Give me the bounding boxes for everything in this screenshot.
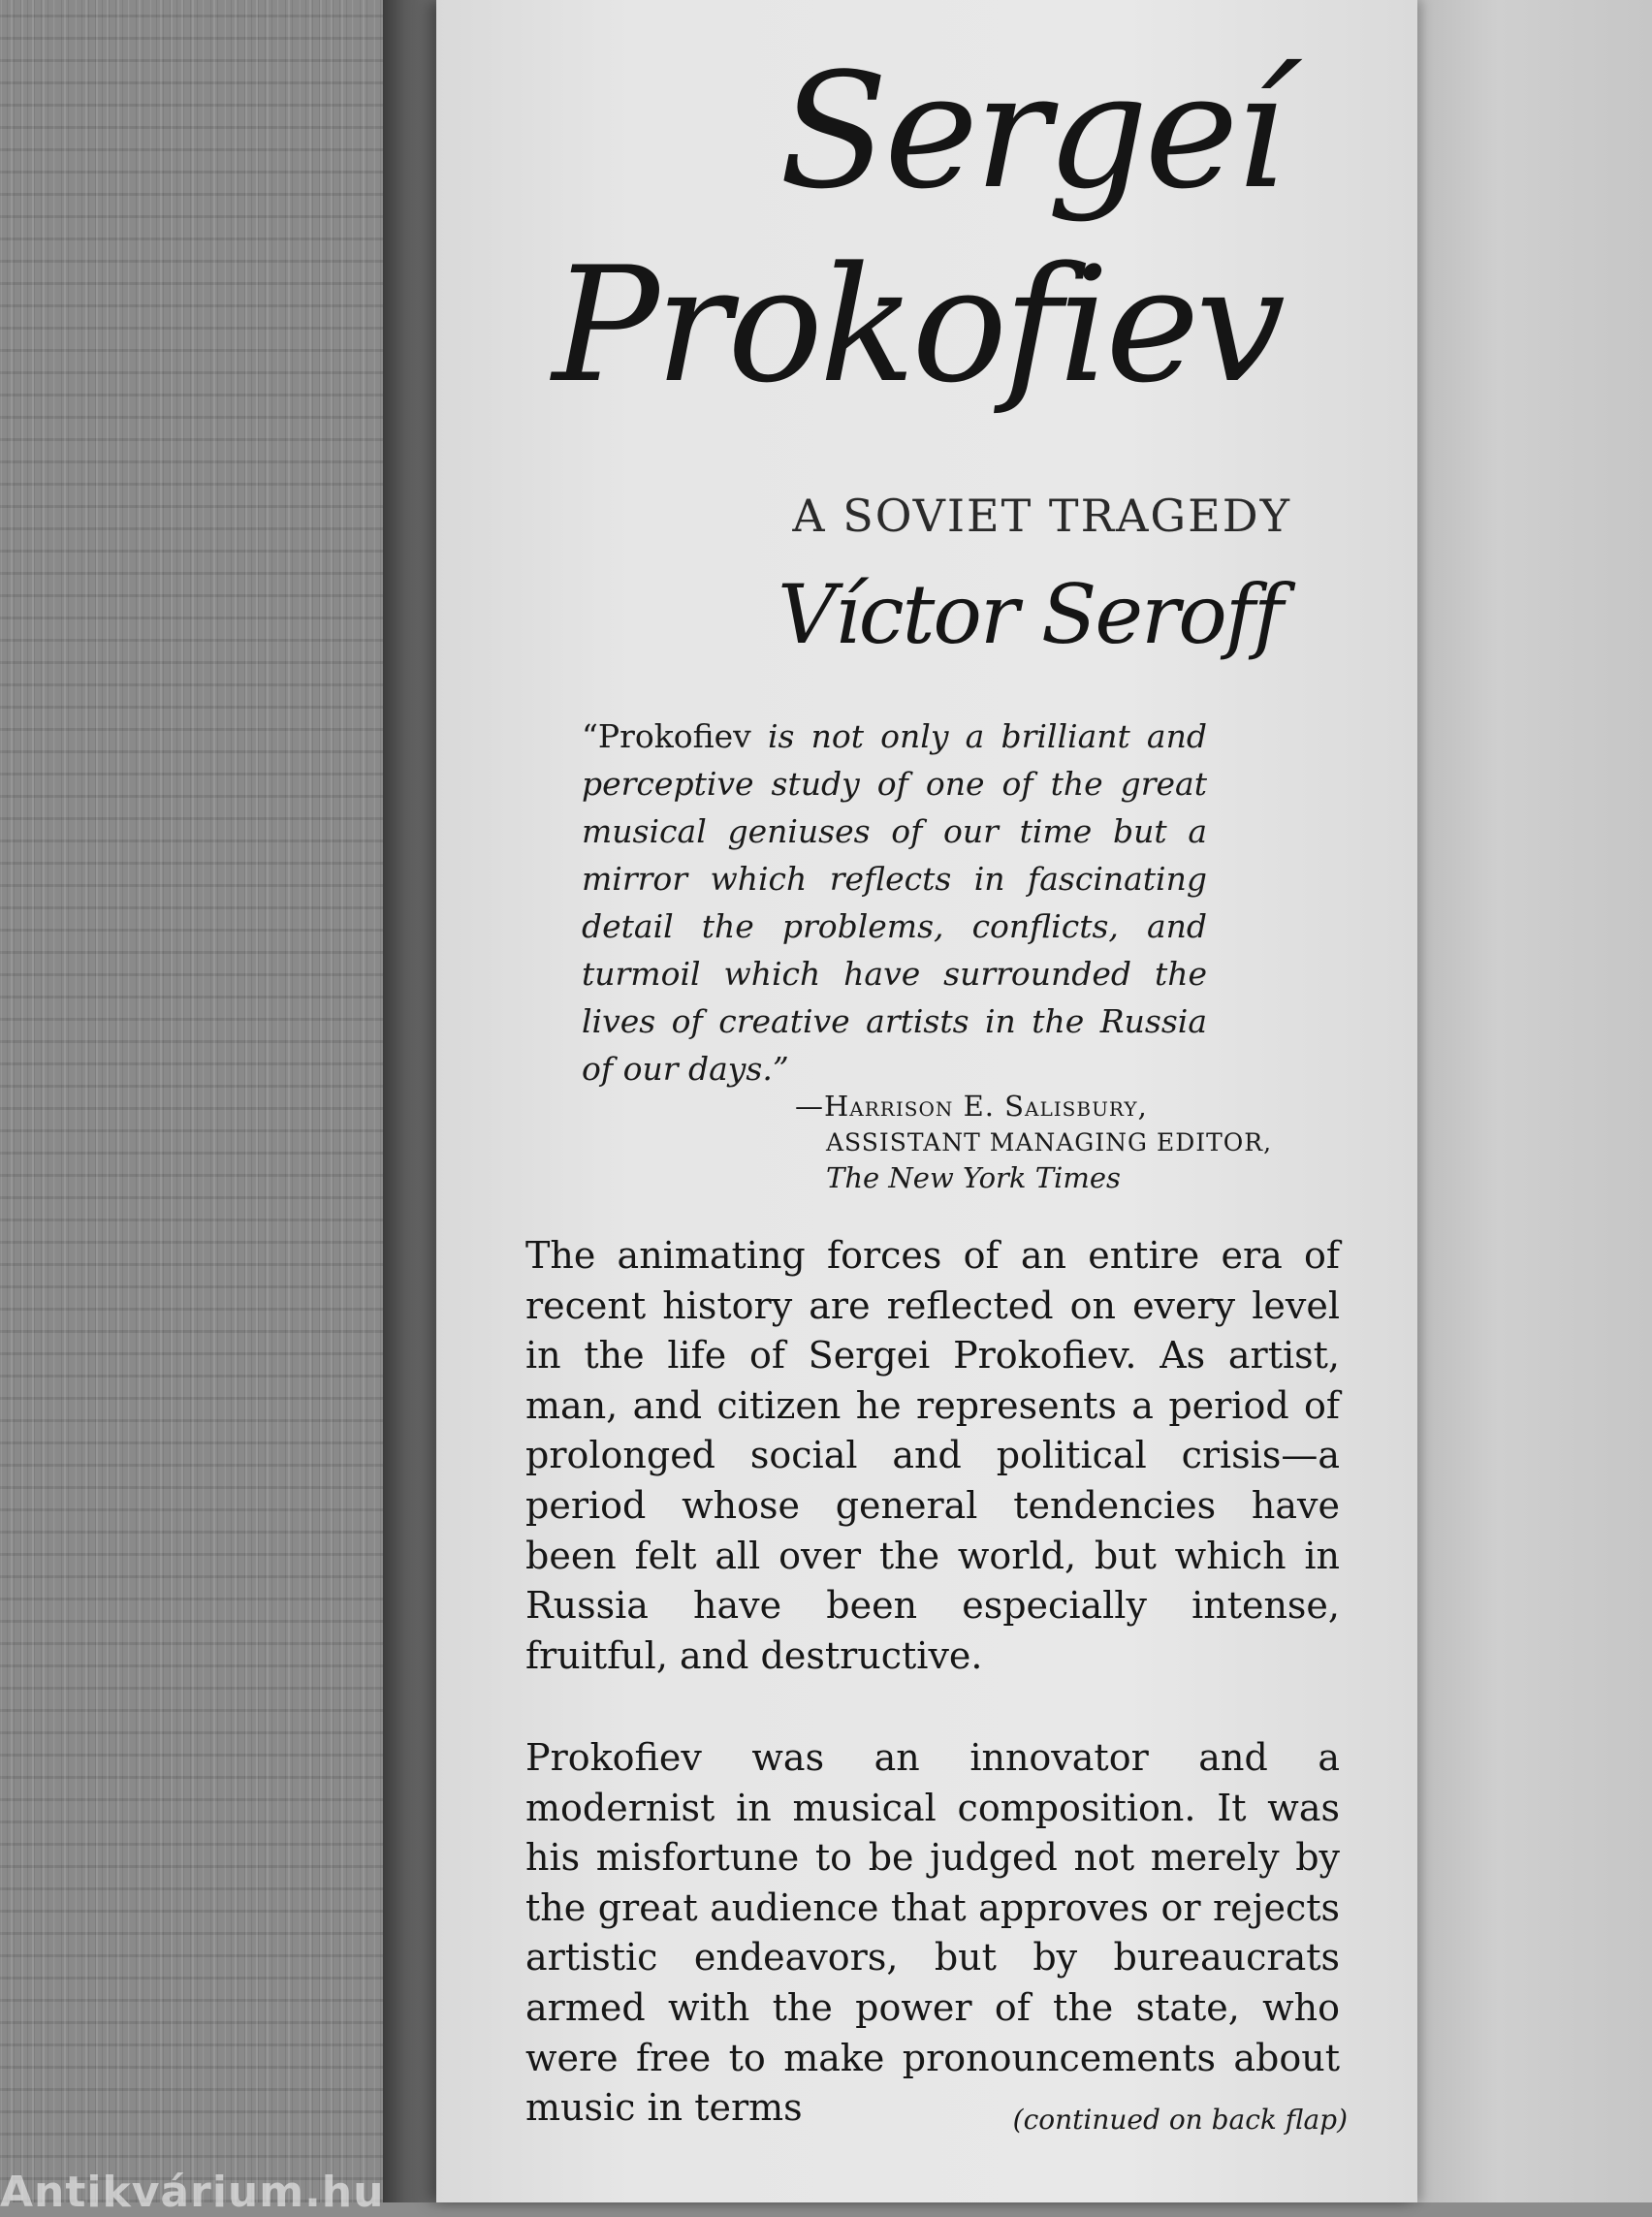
- quote-attribution: [795, 1089, 1272, 1196]
- description-paragraph-2: Prokofiev was an innovator and a modernist in musical composition. It was his misfortune to be judged not merely by the great audience that approves or rejects artistic endeavors, but by bureaucrats armed with the power of the state, who were free to make pronouncements about music in terms: [525, 1736, 1340, 2130]
- title-first-name: Sergeí: [778, 39, 1282, 224]
- book-cover-board: [0, 0, 388, 2202]
- attribution-publication: The New York Times: [826, 1161, 1121, 1194]
- quote-text: is not only a brilliant and perceptive study of one of the great musical geniuses of our time but a mirror which reflects in fascinating detail the problems, conflicts, and turmoil which have surrounded the lives of creative artists in the Russia of our days.”: [582, 717, 1207, 1088]
- review-quote: [582, 713, 1207, 1093]
- subtitle: A SOVIET TRAGEDY: [792, 490, 1291, 542]
- book-gutter: [383, 0, 436, 2202]
- continued-note: (continued on back flap): [1012, 2104, 1348, 2136]
- attribution-name: —Harrison E. Salisbury,: [795, 1090, 1148, 1123]
- attribution-role: ASSISTANT MANAGING EDITOR,: [826, 1128, 1273, 1156]
- quote-book-name: Prokofiev: [597, 717, 751, 755]
- watermark: Antikvárium.hu: [0, 2168, 385, 2217]
- title-last-name: Prokofiev: [552, 233, 1282, 418]
- dust-jacket-flap: [436, 0, 1417, 2202]
- description-paragraph-1: The animating forces of an entire era of recent history are reflected on every level in the life of Sergei Prokofiev. As artist, man, and citizen he represents a period of prolonged social and political crisis—a period whose general tendencies have been felt all over the world, but which in Russia have been especially intense, fruitful, and destructive.: [525, 1234, 1340, 1677]
- author-name: Víctor Seroff: [778, 567, 1282, 662]
- quote-open-mark: “: [582, 717, 598, 755]
- facing-page: [1396, 0, 1652, 2202]
